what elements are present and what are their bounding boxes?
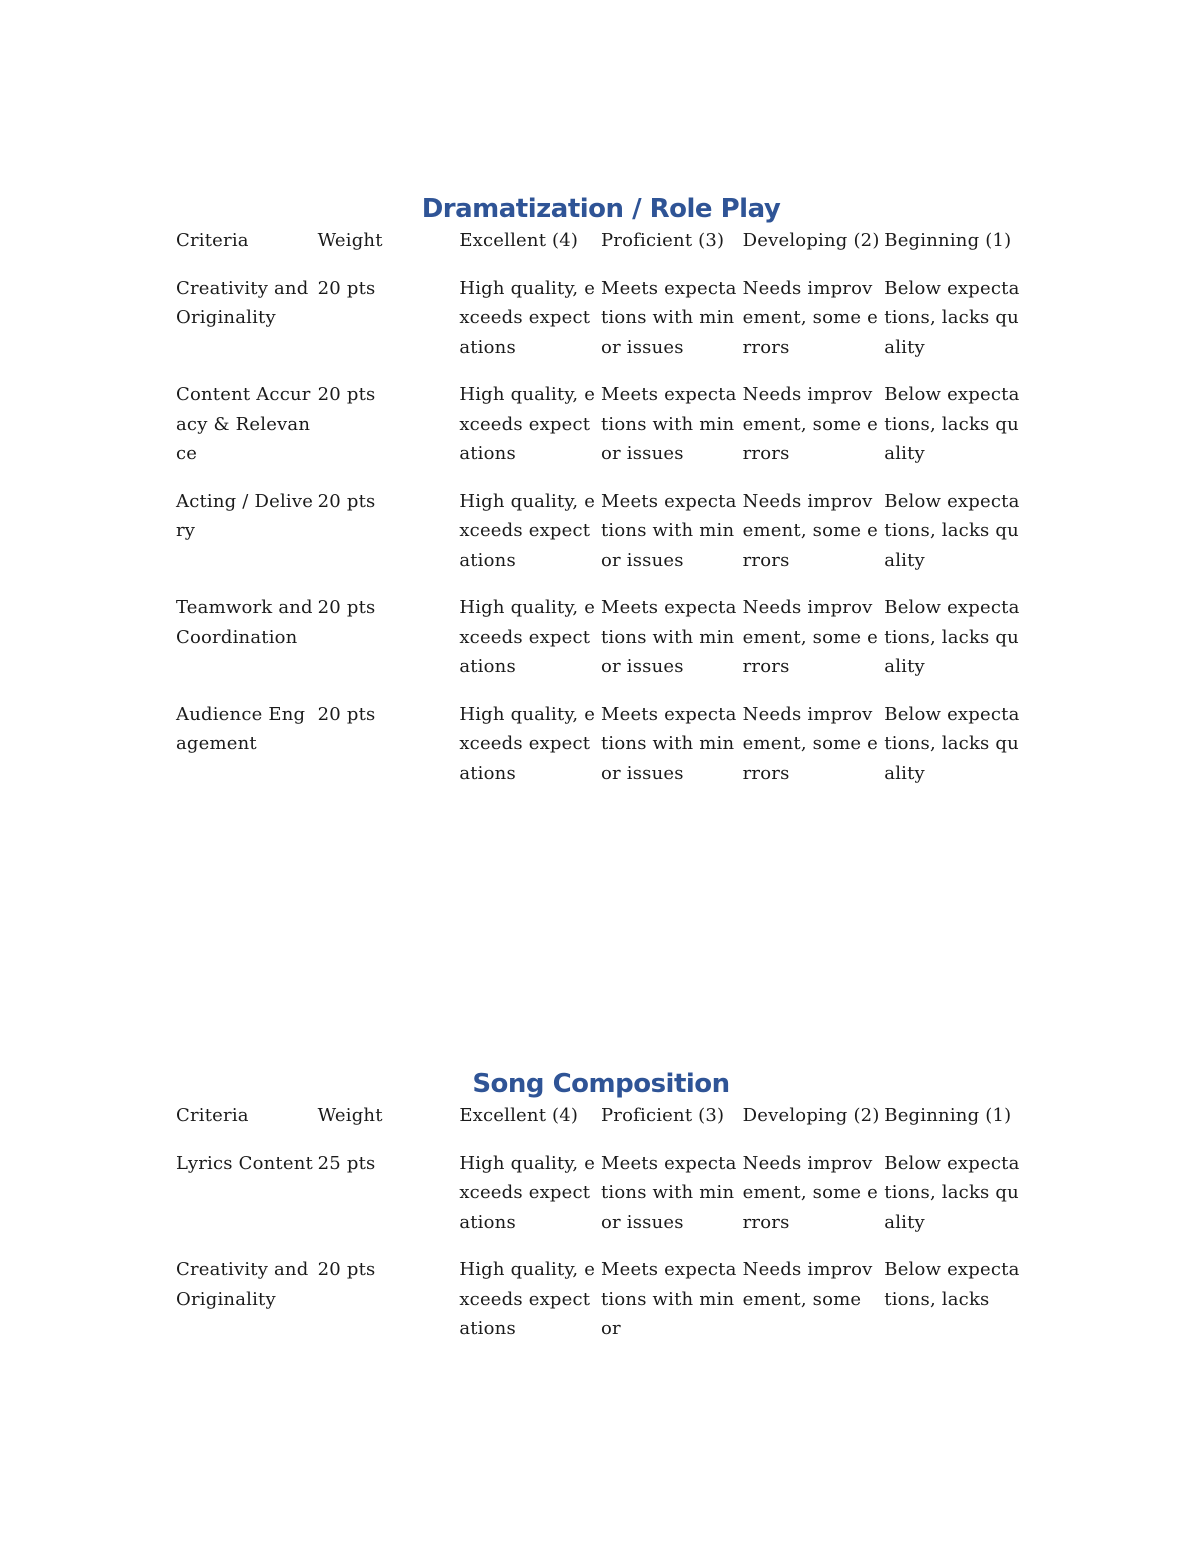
excellent-cell: High quality, exceeds expectations	[459, 1259, 596, 1339]
developing-cell: Needs improvement, some errors	[742, 703, 879, 784]
proficient-cell: Meets expectations with minor issues	[600, 1152, 737, 1233]
beginning-cell: Below expectations, lacks quality	[884, 1152, 1020, 1233]
criteria-cell: Teamwork and Coordination	[176, 597, 313, 648]
header-beginning: Beginning (1)	[884, 230, 1012, 251]
weight-cell: 20 pts	[317, 277, 376, 299]
criteria-cell: Audience Engagement	[176, 703, 306, 754]
beginning-cell: Below expectations, lacks quality	[884, 277, 1020, 358]
developing-cell: Needs improvement, some errors	[742, 384, 879, 464]
header-excellent: Excellent (4)	[459, 230, 579, 251]
header-excellent: Excellent (4)	[459, 1105, 579, 1126]
rubric-section-dramatization	[176, 192, 1026, 806]
table-row	[176, 487, 1026, 594]
criteria-cell: Acting / Delivery	[176, 490, 314, 541]
header-criteria: Criteria	[176, 1105, 249, 1126]
beginning-cell: Below expectations, lacks quality	[884, 597, 1020, 677]
criteria-cell: Content Accuracy & Relevance	[176, 384, 311, 464]
header-developing: Developing (2)	[742, 230, 880, 251]
proficient-cell: Meets expectations with minor	[600, 1259, 737, 1339]
table-row	[176, 1255, 1026, 1362]
excellent-cell: High quality, exceeds expectations	[459, 384, 596, 464]
beginning-cell: Below expectations, lacks quality	[884, 703, 1020, 784]
developing-cell: Needs improvement, some	[742, 1259, 873, 1310]
proficient-cell: Meets expectations with minor issues	[600, 597, 737, 677]
weight-cell: 20 pts	[317, 597, 376, 618]
header-criteria: Criteria	[176, 230, 249, 251]
excellent-cell: High quality, exceeds expectations	[459, 1152, 596, 1233]
proficient-cell: Meets expectations with minor issues	[600, 490, 737, 571]
proficient-cell: Meets expectations with minor issues	[600, 384, 737, 464]
excellent-cell: High quality, exceeds expectations	[459, 490, 596, 571]
criteria-cell: Creativity and Originality	[176, 277, 309, 328]
weight-cell: 20 pts	[317, 384, 376, 405]
beginning-cell: Below expectations, lacks quality	[884, 384, 1020, 464]
developing-cell: Needs improvement, some errors	[742, 490, 879, 571]
table-row	[176, 700, 1026, 807]
excellent-cell: High quality, exceeds expectations	[459, 597, 596, 677]
header-weight: Weight	[317, 1105, 383, 1126]
proficient-cell: Meets expectations with minor issues	[600, 703, 737, 784]
criteria-cell: Lyrics Content	[176, 1152, 313, 1174]
beginning-cell: Below expectations, lacks quality	[884, 490, 1020, 571]
header-beginning: Beginning (1)	[884, 1105, 1012, 1126]
header-weight: Weight	[317, 230, 383, 251]
developing-cell: Needs improvement, some errors	[742, 1152, 879, 1233]
header-proficient: Proficient (3)	[600, 230, 725, 251]
table-row	[176, 274, 1026, 381]
table-header-row	[176, 226, 1026, 274]
table-row	[176, 380, 1026, 487]
excellent-cell: High quality, exceeds expectations	[459, 277, 596, 358]
table-row	[176, 1149, 1026, 1256]
rubric-section-song-composition	[176, 1067, 1026, 1362]
rubric-table	[176, 226, 1026, 806]
rubric-table	[176, 1101, 1026, 1362]
developing-cell: Needs improvement, some errors	[742, 597, 879, 677]
excellent-cell: High quality, exceeds expectations	[459, 703, 596, 784]
developing-cell: Needs improvement, some errors	[742, 277, 879, 358]
weight-cell: 20 pts	[317, 703, 376, 725]
beginning-cell: Below expectations, lacks	[884, 1259, 1020, 1310]
header-proficient: Proficient (3)	[600, 1105, 725, 1126]
proficient-cell: Meets expectations with minor issues	[600, 277, 737, 358]
criteria-cell: Creativity and Originality	[176, 1259, 309, 1310]
weight-cell: 20 pts	[317, 1259, 376, 1280]
table-header-row	[176, 1101, 1026, 1149]
section-title: Song Composition	[472, 1069, 730, 1099]
weight-cell: 20 pts	[317, 490, 376, 512]
section-title: Dramatization / Role Play	[421, 194, 781, 224]
table-row	[176, 593, 1026, 700]
weight-cell: 25 pts	[317, 1152, 376, 1174]
header-developing: Developing (2)	[742, 1105, 880, 1126]
